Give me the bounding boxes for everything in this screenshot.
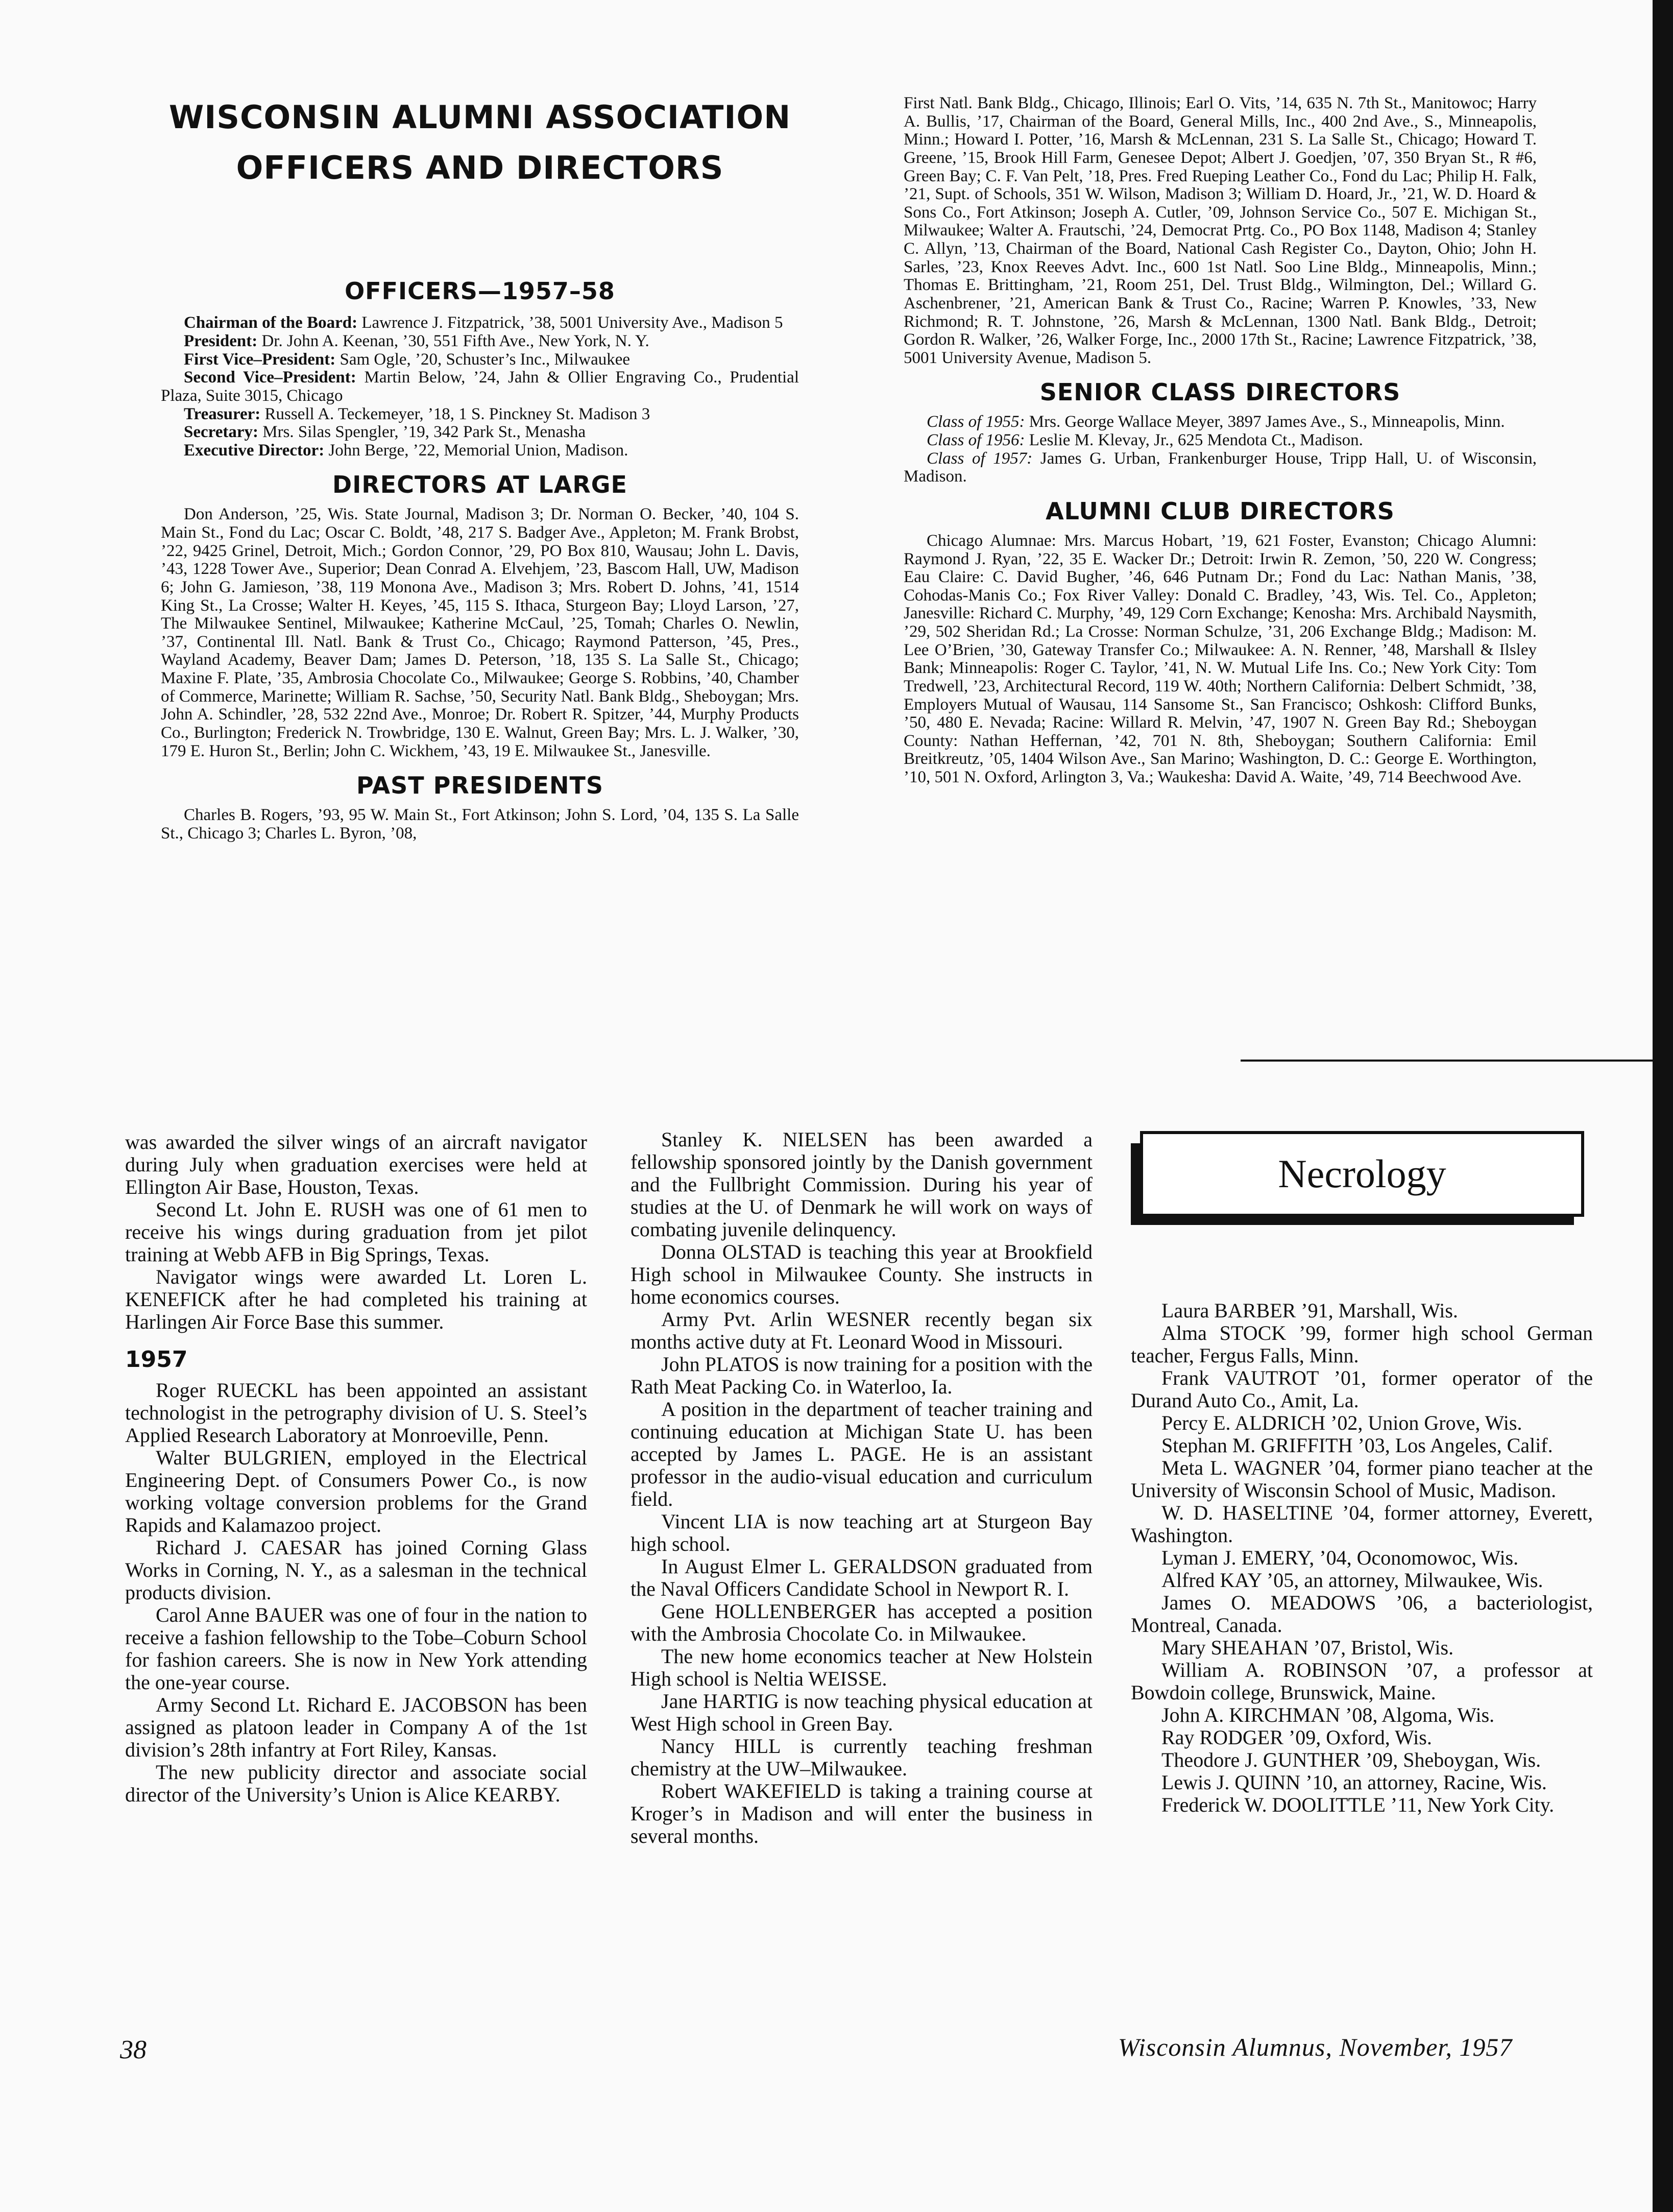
necrology-column [1131, 1300, 1593, 1816]
necrology-entry: Laura BARBER ’91, Marshall, Wis. [1161, 1299, 1458, 1322]
club-directors-list [904, 532, 1537, 787]
senior-class-heading: SENIOR CLASS DIRECTORS [1039, 378, 1401, 406]
senior-class-entry: Class of 1956: Leslie M. Klevay, Jr., 625 Mendota Ct., Madison. [927, 431, 1363, 449]
officer-entry: Secretary: Mrs. Silas Spengler, ’19, 342 Park St., Menasha [184, 423, 586, 442]
publication-footer: Wisconsin Alumnus, November, 1957 [1118, 2033, 1513, 2061]
news-item: Walter BULGRIEN, employed in the Electrical Engineering Dept. of Consumers Power Co., is now working voltage conversion problems for the Grand Rapids and Kalamazoo project. [125, 1446, 587, 1537]
officers-list [161, 314, 799, 460]
officers-directors-left [161, 92, 799, 843]
past-presidents-continued [904, 94, 1537, 367]
directors-at-large-text: Don Anderson, ’25, Wis. State Journal, Madison 3; Dr. Norman O. Becker, ’40, 104 S. Main St., Fond du Lac; Oscar C. Boldt, ’48, 217 S. Badger Ave., Appleton; M. Frank Brobst, ’22, 9425 Grinel, Detroit, Mich.; Gordon Connor, ’29, PO Box 810, Wausau; John L. Davis, ’43, 1228 Tower Ave., Superior; Dean Conrad A. Elvehjem, ’23, Bascom Hall, UW, Madison 6; John G. Jamieson, ’38, 119 Monona Ave., Madison 3; Mrs. Robert D. Johns, ’41, 1514 King St., La Crosse; Walter H. Keyes, ’45, 115 S. Ithaca, Sturgeon Bay; Lloyd Larson, ’27, The Milwaukee Sentinel, Milwaukee; Katherine McCaul, ’25, Tomah; Charles O. Newlin, ’37, Continental Ill. Natl. Bank & Trust Co., Chicago; Raymond Patterson, ’45, Pres., Wayland Academy, Beaver Dam; James D. Peterson, ’18, 135 S. La Salle St., Chicago; Maxine F. Plate, ’35, Ambrosia Chocolate Co., Milwaukee; George S. Robbins, ’40, Chamber of Commerce, Marinette; William R. Sachse, ’50, Security Natl. Bank Bldg., Sheboygan; Mrs. John A. Schindler, ’28, 532 22nd Ave., Monroe; Dr. Robert R. Spitzer, ’44, Murphy Products Co., Burlington; Frederick N. Trowbridge, 130 E. Walnut, Green Bay; Mrs. L. J. Walker, ’30, 179 E. Huron St., Berlin; John C. Wickhem, ’43, 19 E. Milwaukee St., Janesville. [161, 505, 799, 760]
necrology-entry: William A. ROBINSON ’07, a professor at Bowdoin college, Brunswick, Maine. [1131, 1658, 1593, 1704]
news-item: was awarded the silver wings of an aircraft navigator during July when graduation exercises were held at Ellington Air Base, Houston, Texas. [125, 1131, 587, 1198]
news-item: Navigator wings were awarded Lt. Loren L. KENEFICK after he had completed his training at Harlingen Air Force Base this summer. [125, 1265, 587, 1333]
necrology-entry: Frederick W. DOOLITTLE ’11, New York City. [1161, 1793, 1555, 1816]
news-item: Roger RUECKL has been appointed an assistant technologist in the petrography division of U. S. Steel’s Applied Research Laboratory at Monroeville, Penn. [125, 1379, 587, 1447]
necrology-entry: Theodore J. GUNTHER ’09, Sheboygan, Wis. [1161, 1748, 1541, 1771]
officer-entry: President: Dr. John A. Keenan, ’30, 551 Fifth Ave., New York, N. Y. [184, 332, 649, 350]
past-presidents-text-right: First Natl. Bank Bldg., Chicago, Illinois; Earl O. Vits, ’14, 635 N. 7th St., Manitowoc; Harry A. Bullis, ’17, Chairman of the Board, General Mills, Inc., 400 2nd Ave., S., Minneapolis, Minn.; Howard I. Potter, ’16, Marsh & McLennan, 231 S. La Salle St., Chicago; Howard T. Greene, ’15, Brook Hill Farm, Genesee Depot; Albert J. Goedjen, ’07, 350 Bryan St., R #6, Green Bay; C. F. Van Pelt, ’18, Pres. Fred Rueping Leather Co., Fond du Lac; Philip H. Falk, ’21, Supt. of Schools, 351 W. Wilson, Madison 3; William D. Hoard, Jr., ’21, W. D. Hoard & Sons Co., Fort Atkinson; Joseph A. Cutler, ’09, Johnson Service Co., 507 E. Michigan St., Milwaukee; Walter A. Frautschi, ’24, Democrat Prtg. Co., PO Box 1148, Madison 4; Stanley C. Allyn, ’13, Chairman of the Board, National Cash Register Co., Dayton, Ohio; John H. Sarles, ’23, Knox Reeves Advt. Inc., 600 1st Natl. Soo Line Bldg., Minneapolis, Minn.; Thomas E. Brittingham, ’21, Room 251, Del. Trust Bldg., Wilmington, Del.; Willard G. Aschenbrener, ’21, American Bank & Trust Co., Racine; Warren P. Knowles, ’33, New Richmond; R. T. Johnstone, ’26, Marsh & McLennan, 1300 Natl. Bank Bldg., Detroit; Gordon R. Walker, ’26, Walker Forge, Inc., 2000 17th St., Racine; Lawrence Fitzpatrick, ’38, 5001 University Avenue, Madison 5. [904, 94, 1537, 367]
masthead-line2: OFFICERS AND DIRECTORS [236, 149, 724, 187]
news-item: Army Second Lt. Richard E. JACOBSON has been assigned as platoon leader in Company A of the 1st division’s 28th infantry at Fort Riley, Kansas. [125, 1693, 587, 1762]
news-item: Gene HOLLENBERGER has accepted a position with the Ambrosia Chocolate Co. in Milwaukee. [631, 1600, 1093, 1645]
past-presidents-heading: PAST PRESIDENTS [356, 772, 604, 800]
scan-edge [1653, 0, 1673, 2212]
news-item: Nancy HILL is currently teaching freshman chemistry at the UW–Milwaukee. [631, 1735, 1093, 1780]
directors-at-large-list [161, 506, 799, 760]
necrology-entry: Lewis J. QUINN ’10, an attorney, Racine, Wis. [1161, 1771, 1547, 1794]
year-heading: 1957 [125, 1347, 188, 1373]
news-item: Vincent LIA is now teaching art at Sturgeon Bay high school. [631, 1510, 1093, 1555]
necrology-entry: Mary SHEAHAN ’07, Bristol, Wis. [1161, 1636, 1454, 1659]
club-directors-text: Chicago Alumnae: Mrs. Marcus Hobart, ’19, 621 Foster, Evanston; Chicago Alumni: Raymond J. Ryan, ’22, 35 E. Wacker Dr.; Detroit: Irwin R. Zemon, ’50, 220 W. Congress; Eau Claire: C. David Bugher, ’46, 646 Putnam Dr.; Fond du Lac: Nathan Manis, ’38, Cohodas-Manis Co.; Fox River Valley: Donald C. Bradley, ’43, Wis. Tel. Co., Appleton; Janesville: Richard C. Murphy, ’49, 129 Corn Exchange; Kenosha: Mrs. Archibald Naysmith, ’29, 502 Sheridan Rd.; La Crosse: Norman Schulze, ’31, 206 Exchange Bldg.; Madison: M. Lee O’Brien, ’30, Gateway Transfer Co.; Milwaukee: A. N. Renner, ’48, Marshall & Ilsley Bank; Minneapolis: Roger C. Taylor, ’41, N. W. Mutual Life Ins. Co.; New York City: Tom Tredwell, ’23, Architectural Record, 119 W. 40th; Northern California: Delbert Schmidt, ’38, Employers Mutual of Wausau, 114 Sansome St., San Francisco; Oshkosh: Clifford Bunks, ’50, 480 E. Nevada; Racine: Willard R. Melvin, ’47, 1907 N. Green Bay Rd.; Sheboygan County: Nathan Heffernan, ’42, 701 N. 8th, Sheboygan; Southern California: Emil Breitkreutz, ’05, 1404 Wilson Ave., San Marino; Washington, D. C.: George E. Worthington, ’10, 501 N. Oxford, Arlington 3, Va.; Waukesha: David A. Waite, ’49, 714 Beechwood Ave. [904, 531, 1537, 786]
necrology-entry: James O. MEADOWS ’06, a bacteriologist, Montreal, Canada. [1131, 1591, 1593, 1637]
necrology-header-box [1131, 1131, 1585, 1225]
news-item: Carol Anne BAUER was one of four in the nation to receive a fashion fellowship to the Tobe–Coburn School for fashion careers. She is now in New York attending the one-year course. [125, 1603, 587, 1694]
necrology-entry: Stephan M. GRIFFITH ’03, Los Angeles, Calif. [1161, 1434, 1553, 1457]
necrology-entry: Meta L. WAGNER ’04, former piano teacher at the University of Wisconsin School of Music, Madison. [1131, 1456, 1593, 1502]
news-column-1 [125, 1131, 587, 1806]
masthead-line1: WISCONSIN ALUMNI ASSOCIATION [168, 99, 791, 136]
past-presidents-text-left: Charles B. Rogers, ’93, 95 W. Main St., Fort Atkinson; John S. Lord, ’04, 135 S. La Salle St., Chicago 3; Charles L. Byron, ’08, [161, 806, 799, 843]
news-item: The new publicity director and associate social director of the University’s Union is Alice KEARBY. [125, 1761, 587, 1807]
officer-entry: Second Vice–President: Martin Below, ’24, Jahn & Ollier Engraving Co., Prudential Plaza, Suite 3015, Chicago [161, 368, 799, 405]
officer-entry: First Vice–President: Sam Ogle, ’20, Schuster’s Inc., Milwaukee [184, 350, 631, 369]
news-item: Army Pvt. Arlin WESNER recently began six months active duty at Ft. Leonard Wood in Missouri. [631, 1308, 1093, 1353]
news-item: In August Elmer L. GERALDSON graduated from the Naval Officers Candidate School in Newport R. I. [631, 1555, 1093, 1600]
necrology-box-frame [1140, 1131, 1584, 1217]
past-presidents-list [161, 806, 799, 843]
news-column-2 [631, 1128, 1093, 1847]
necrology-entry: Alma STOCK ’99, former high school German teacher, Fergus Falls, Minn. [1131, 1321, 1593, 1367]
senior-class-list [904, 413, 1537, 486]
necrology-entry: Ray RODGER ’09, Oxford, Wis. [1161, 1726, 1432, 1749]
news-item: Robert WAKEFIELD is taking a training course at Kroger’s in Madison and will enter the business in several months. [631, 1780, 1093, 1847]
news-item: John PLATOS is now training for a position with the Rath Meat Packing Co. in Waterloo, Ia. [631, 1353, 1093, 1398]
club-directors-heading: ALUMNI CLUB DIRECTORS [1046, 497, 1395, 525]
necrology-entry: Lyman J. EMERY, ’04, Oconomowoc, Wis. [1161, 1546, 1519, 1569]
section-divider [1241, 1060, 1654, 1062]
news-item: A position in the department of teacher training and continuing education at Michigan State U. has been accepted by James L. PAGE. He is an assistant professor in the audio-visual education and curriculum field. [631, 1398, 1093, 1510]
page-number: 38 [120, 2035, 147, 2064]
officers-heading: OFFICERS—1957–58 [345, 277, 615, 305]
necrology-entry: Alfred KAY ’05, an attorney, Milwaukee, Wis. [1161, 1569, 1543, 1592]
officer-entry: Treasurer: Russell A. Teckemeyer, ’18, 1 S. Pinckney St. Madison 3 [184, 404, 650, 423]
news-item: Jane HARTIG is now teaching physical education at West High school in Green Bay. [631, 1690, 1093, 1735]
senior-class-entry: Class of 1957: James G. Urban, Frankenburger House, Tripp Hall, U. of Wisconsin, Madison. [904, 449, 1537, 486]
news-item: Richard J. CAESAR has joined Corning Glass Works in Corning, N. Y., as a salesman in the technical products division. [125, 1536, 587, 1604]
news-item: Donna OLSTAD is teaching this year at Brookfield High school in Milwaukee County. She instructs in home economics courses. [631, 1240, 1093, 1308]
senior-class-entry: Class of 1955: Mrs. George Wallace Meyer, 3897 James Ave., S., Minneapolis, Minn. [927, 413, 1505, 431]
necrology-entry: John A. KIRCHMAN ’08, Algoma, Wis. [1161, 1703, 1495, 1726]
officer-entry: Executive Director: John Berge, ’22, Memorial Union, Madison. [184, 441, 628, 460]
officers-directors-right [904, 94, 1537, 787]
directors-at-large-heading: DIRECTORS AT LARGE [332, 471, 627, 499]
necrology-entry: Percy E. ALDRICH ’02, Union Grove, Wis. [1161, 1411, 1522, 1434]
necrology-title: Necrology [1278, 1151, 1446, 1196]
officer-entry: Chairman of the Board: Lawrence J. Fitzpatrick, ’38, 5001 University Ave., Madison 5 [184, 314, 783, 332]
news-item: Stanley K. NIELSEN has been awarded a fellowship sponsored jointly by the Danish government and the Fullbright Commission. During his year of studies at the U. of Denmark he will work on ways of combating juvenile delinquency. [631, 1128, 1093, 1241]
news-item: The new home economics teacher at New Holstein High school is Neltia WEISSE. [631, 1645, 1093, 1690]
necrology-entry: W. D. HASELTINE ’04, former attorney, Everett, Washington. [1131, 1501, 1593, 1547]
necrology-entry: Frank VAUTROT ’01, former operator of the Durand Auto Co., Amit, La. [1131, 1366, 1593, 1412]
news-item: Second Lt. John E. RUSH was one of 61 men to receive his wings during graduation from jet pilot training at Webb AFB in Big Springs, Texas. [125, 1198, 587, 1266]
